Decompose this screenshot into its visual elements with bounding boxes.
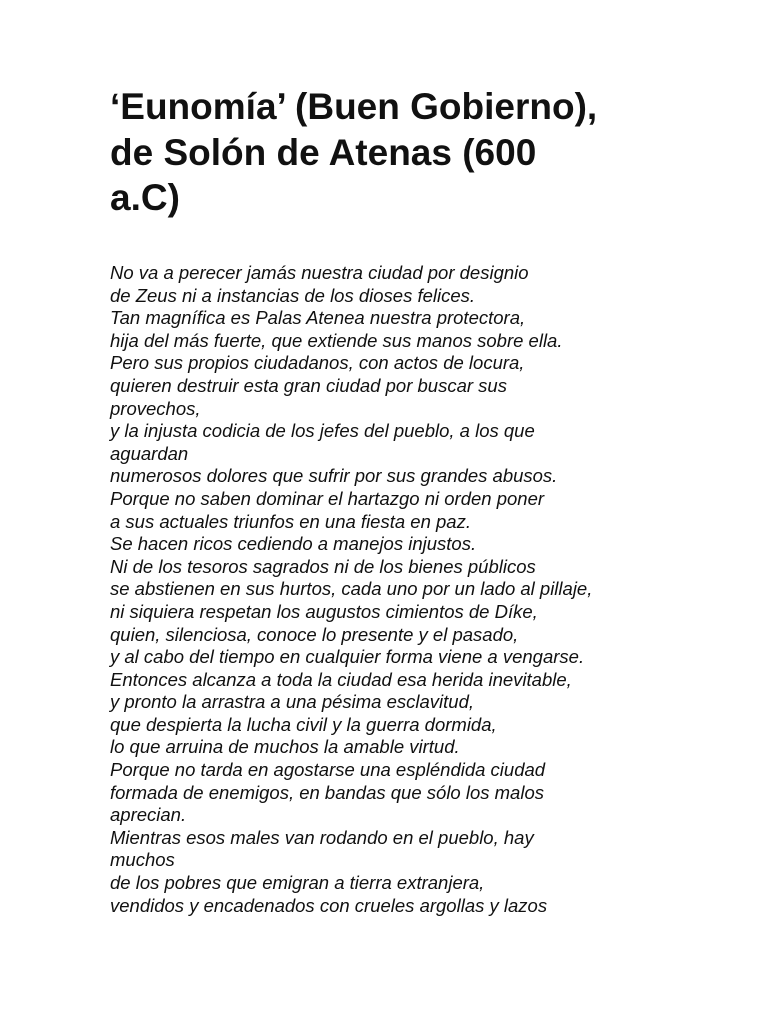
poem-line: quieren destruir esta gran ciudad por buscar sus	[110, 374, 507, 396]
poem-line: Tan magnífica es Palas Atenea nuestra protectora,	[110, 307, 526, 329]
poem-line: a sus actuales triunfos en una fiesta en paz.	[110, 510, 471, 532]
poem-line: No va a perecer jamás nuestra ciudad por designio	[110, 262, 529, 283]
title-line: ‘Eunomía’ (Buen Gobierno),	[110, 86, 598, 127]
poem-body	[110, 262, 730, 917]
poem-line: muchos	[110, 849, 175, 871]
poem-line: y al cabo del tiempo en cualquier forma viene a vengarse.	[110, 646, 585, 668]
poem-line: provechos,	[110, 397, 201, 419]
poem-line: que despierta la lucha civil y la guerra dormida,	[110, 713, 497, 735]
poem-line: y pronto la arrastra a una pésima esclavitud,	[110, 691, 475, 713]
poem-line: de los pobres que emigran a tierra extranjera,	[110, 872, 485, 894]
poem-line: Mientras esos males van rodando en el pueblo, hay	[110, 826, 534, 848]
poem-line: Porque no tarda en agostarse una espléndida ciudad	[110, 759, 546, 781]
poem-line: Porque no saben dominar el hartazgo ni orden poner	[110, 487, 545, 509]
poem-line: Ni de los tesoros sagrados ni de los bienes públicos	[110, 555, 536, 577]
poem-line: se abstienen en sus hurtos, cada uno por un lado al pillaje,	[110, 578, 593, 600]
poem-line: numerosos dolores que sufrir por sus grandes abusos.	[110, 465, 558, 487]
title-line: de Solón de Atenas (600	[110, 131, 537, 173]
title-line: a.C)	[110, 177, 180, 218]
poem-line: aprecian.	[110, 804, 187, 826]
poem-line: ni siquiera respetan los augustos cimientos de Díke,	[110, 600, 538, 622]
poem-line: Pero sus propios ciudadanos, con actos de locura,	[110, 352, 525, 374]
poem-line: formada de enemigos, en bandas que sólo los malos	[110, 781, 544, 803]
document-title	[110, 84, 710, 221]
poem-line: Se hacen ricos cediendo a manejos injustos.	[110, 533, 477, 555]
poem-line: vendidos y encadenados con crueles argollas y lazos	[110, 894, 548, 916]
poem-line: Entonces alcanza a toda la ciudad esa herida inevitable,	[110, 668, 572, 690]
poem-line: y la injusta codicia de los jefes del pueblo, a los que	[110, 420, 535, 442]
poem-line: aguardan	[110, 442, 189, 464]
poem-line: lo que arruina de muchos la amable virtud.	[110, 736, 460, 758]
poem-line: hija del más fuerte, que extiende sus manos sobre ella.	[110, 329, 563, 351]
poem-line: de Zeus ni a instancias de los dioses felices.	[110, 284, 476, 306]
poem-line: quien, silenciosa, conoce lo presente y el pasado,	[110, 623, 519, 645]
